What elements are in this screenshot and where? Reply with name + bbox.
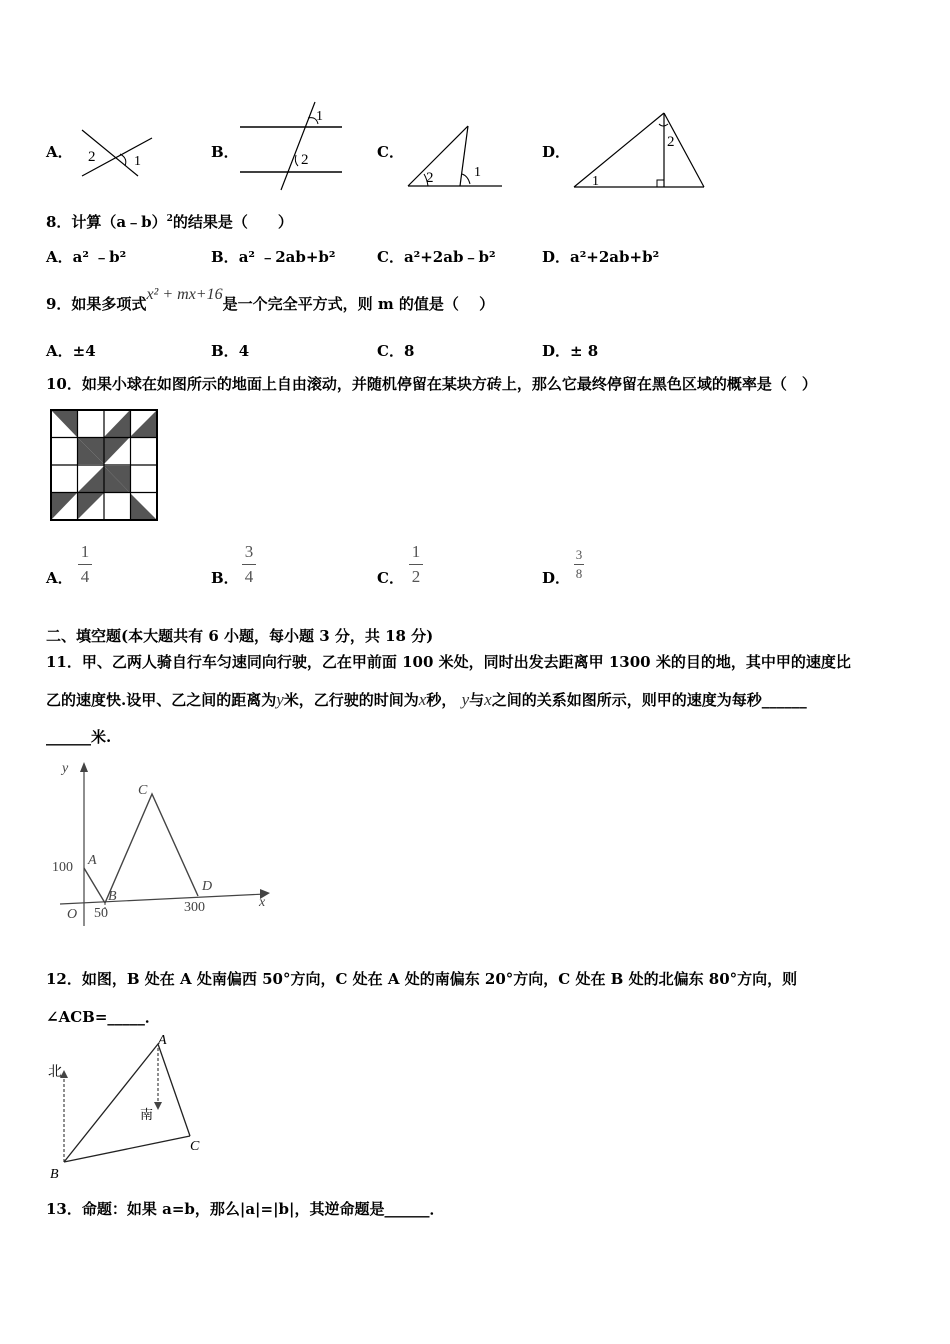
q10-option-b-fraction[interactable]: 3 4 [242, 543, 256, 586]
q8-option-c[interactable]: C．a²+2ab﹣b² [377, 248, 496, 266]
q7-figure-b [238, 100, 348, 195]
q8-option-b[interactable]: B．a² ﹣2ab+b² [211, 248, 336, 266]
q11-origin-label: O [67, 907, 78, 922]
q12-point-a: A [158, 1033, 167, 1048]
q10-stem: 10．如果小球在如图所示的地面上自由滚动，并随机停留在某块方砖上，那么它最终停留在黑色区域的概率是（ ） [46, 375, 817, 393]
q11-line1: 11．甲、乙两人骑自行车匀速同向行驶，乙在甲前面 100 米处，同时出发去距离甲 1300 米的目的地，其中甲的速度比 [46, 653, 851, 671]
q9-expression: x² + mx+16 [146, 286, 223, 303]
q11-point-a: A [88, 853, 97, 868]
q7-option-c-label[interactable]: C． [377, 143, 404, 161]
q11-y-axis-label: y [62, 761, 69, 776]
q9-option-b[interactable]: B．4 [211, 342, 250, 360]
q11-line2: 乙的速度快.设甲、乙之间的距离为y米，乙行驶的时间为x秒， y与x之间的关系如图所示，则甲的速度为每秒______ [46, 690, 807, 709]
q11-point-b: B [108, 889, 117, 904]
q7-option-b-label[interactable]: B． [211, 143, 239, 161]
q8-option-d[interactable]: D．a²+2ab+b² [542, 248, 660, 266]
q7-b-angle1: 1 [316, 109, 323, 124]
q10-option-a-label[interactable]: A． [46, 569, 73, 587]
q7-b-angle2: 2 [301, 152, 309, 168]
q11-point-c: C [138, 783, 148, 798]
q9-option-a[interactable]: A．±4 [46, 342, 96, 360]
q11-tick-300: 300 [184, 900, 205, 915]
q11-line3: ______米. [46, 728, 112, 746]
q11-graph [50, 760, 280, 930]
q7-figure-d [570, 110, 710, 190]
q9-option-c[interactable]: C．8 [377, 342, 415, 360]
q11-tick-50: 50 [94, 906, 108, 921]
q12-south-label: 南 [140, 1107, 154, 1122]
q8-stem: 8．计算（a﹣b）$^2$的结果是（ ） [46, 213, 293, 231]
q12-point-c: C [190, 1139, 200, 1154]
q8-option-a[interactable]: A．a² ﹣b² [46, 248, 127, 266]
q7-d-angle1: 1 [592, 174, 599, 189]
q10-option-a-fraction[interactable]: 1 4 [78, 543, 92, 586]
q7-option-d-label[interactable]: D． [542, 143, 571, 161]
q7-option-a-label[interactable]: A． [46, 143, 73, 161]
q7-a-angle2: 2 [88, 149, 96, 165]
q7-c-angle1: 1 [474, 165, 481, 180]
q11-x-axis-label: x [259, 895, 266, 910]
q13-text: 13．命题：如果 a=b，那么|a|=|b|，其逆命题是______． [46, 1200, 445, 1218]
q10-tile-grid [51, 410, 157, 520]
q7-c-angle2: 2 [426, 170, 434, 186]
q7-figure-c [406, 124, 506, 189]
q10-option-c-label[interactable]: C． [377, 569, 404, 587]
q7-a-angle1: 1 [134, 154, 141, 169]
q9-stem: 9．如果多项式x² + mx+16是一个完全平方式，则 m 的值是（ ） [46, 286, 495, 313]
q10-option-d-label[interactable]: D． [542, 569, 571, 587]
q12-line2: ∠ACB=_____． [46, 1008, 160, 1026]
q7-figure-a [80, 128, 160, 183]
q9-option-d[interactable]: D．± 8 [542, 342, 599, 360]
q11-point-d: D [202, 879, 213, 894]
q12-line1: 12．如图，B 处在 A 处南偏西 50°方向，C 处在 A 处的南偏东 20°方向，C 处在 B 处的北偏东 80°方向，则 [46, 970, 798, 988]
q10-option-b-label[interactable]: B． [211, 569, 239, 587]
q11-tick-100: 100 [52, 860, 73, 875]
q7-d-angle2: 2 [667, 134, 675, 150]
section-2-heading: 二、填空题(本大题共有 6 小题，每小题 3 分，共 18 分) [46, 627, 434, 645]
q12-point-b: B [50, 1167, 59, 1182]
q10-option-d-fraction[interactable]: 3 8 [575, 547, 583, 581]
q12-figure [44, 1034, 214, 1184]
q12-north-label: 北 [48, 1065, 62, 1080]
q10-option-c-fraction[interactable]: 1 2 [409, 543, 423, 586]
